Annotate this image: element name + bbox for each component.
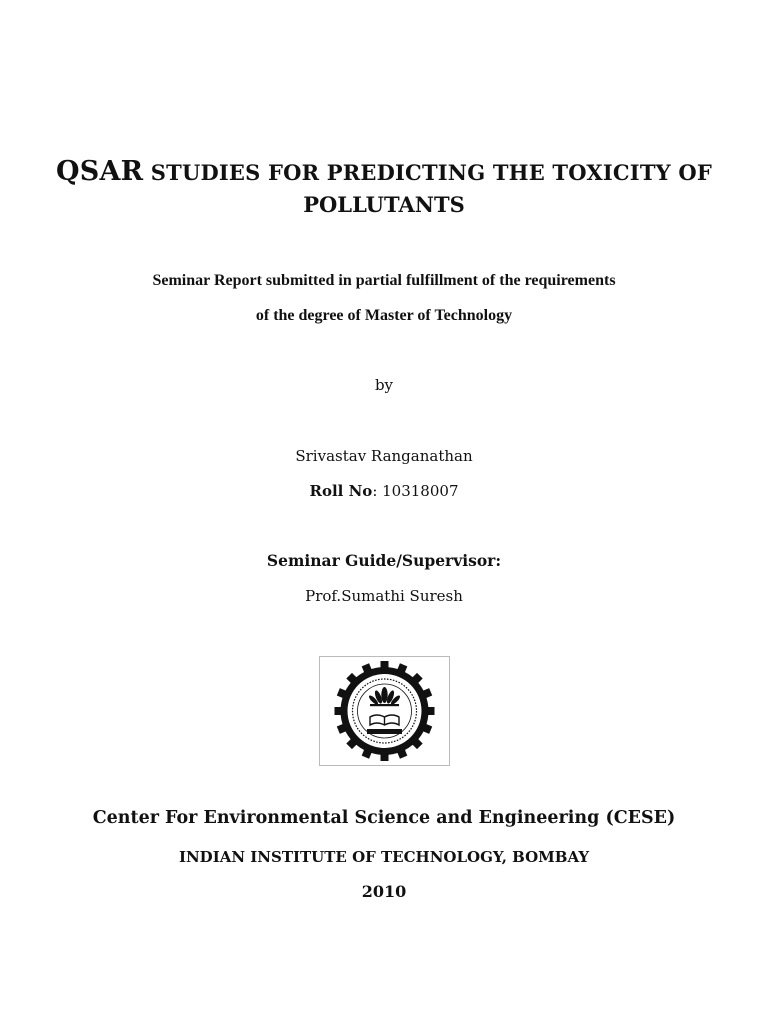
title-text-1: STUDIES FOR PREDICTING THE TOXICITY OF bbox=[143, 160, 712, 185]
department-name: Center For Environmental Science and Engineering (CESE) bbox=[92, 808, 676, 828]
institute-name: INDIAN INSTITUTE OF TECHNOLOGY, BOMBAY bbox=[178, 848, 590, 866]
submission-statement-line-2: of the degree of Master of Technology bbox=[255, 307, 513, 324]
submission-year: 2010 bbox=[361, 882, 407, 901]
institute-logo bbox=[319, 656, 450, 766]
guide-name: Prof.Sumathi Suresh bbox=[305, 587, 463, 605]
by-label: by bbox=[374, 376, 394, 394]
submission-statement-line-1: Seminar Report submitted in partial fulfillment of the requirements bbox=[152, 272, 616, 289]
report-title-line-1 bbox=[0, 156, 768, 187]
roll-number bbox=[0, 482, 768, 500]
roll-label: Roll No bbox=[309, 482, 373, 500]
guide-label: Seminar Guide/Supervisor: bbox=[266, 551, 502, 570]
roll-value: : 10318007 bbox=[372, 482, 459, 500]
title-acronym: QSAR bbox=[56, 156, 144, 187]
report-title-line-2: POLLUTANTS bbox=[303, 192, 465, 217]
author-name: Srivastav Ranganathan bbox=[295, 447, 473, 465]
iit-bombay-emblem-icon bbox=[320, 657, 449, 765]
